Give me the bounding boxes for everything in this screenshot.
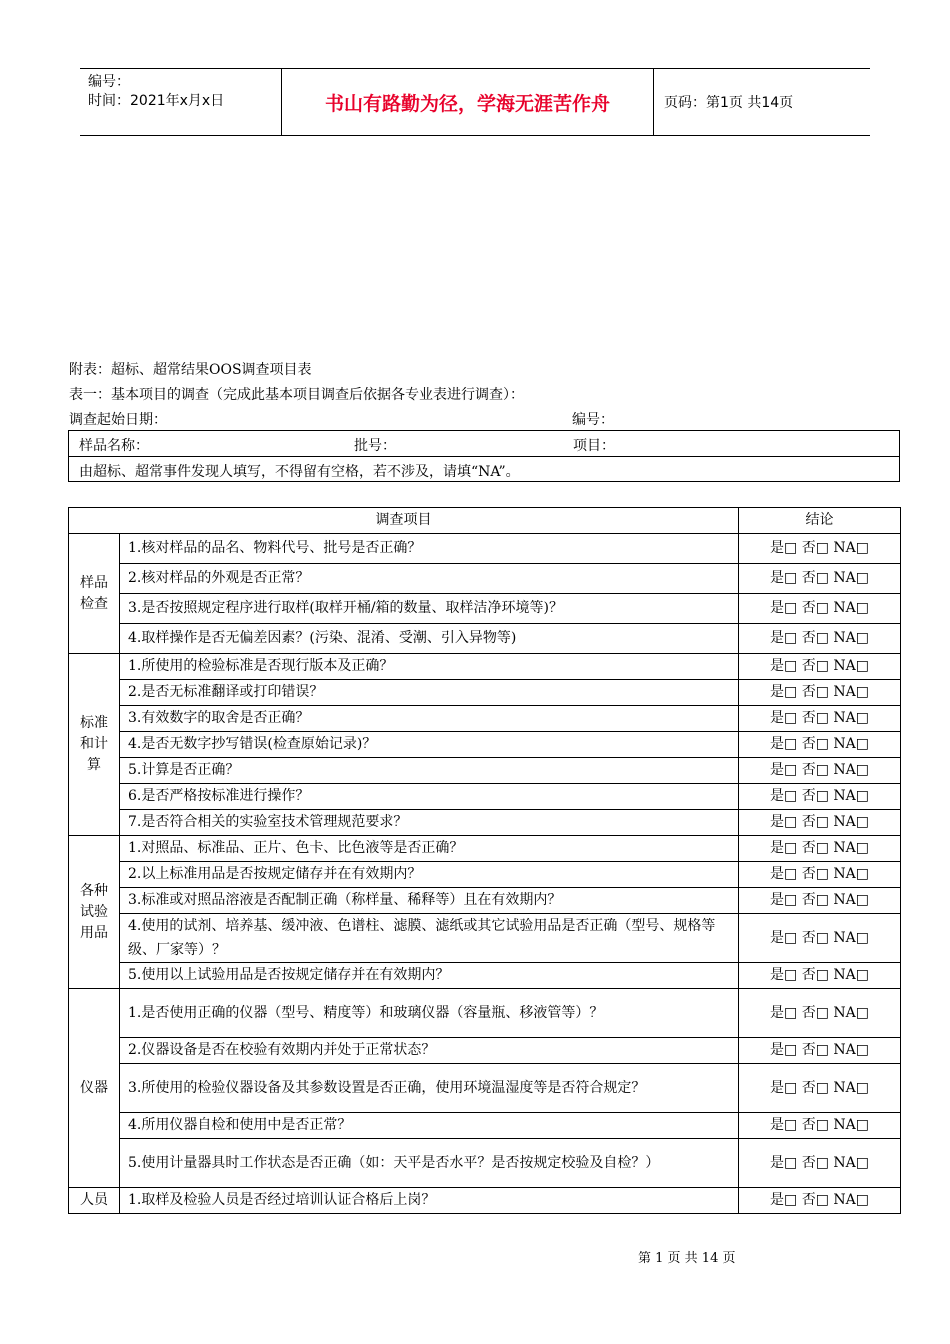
answer-checkboxes[interactable]: 是□ 否□ NA□	[739, 914, 901, 963]
table-row	[69, 624, 901, 654]
document-header	[80, 68, 870, 136]
check-item: 1.所使用的检验标准是否现行版本及正确？	[120, 654, 739, 680]
answer-checkboxes[interactable]: 是□ 否□ NA□	[739, 888, 901, 914]
table-row	[69, 836, 901, 862]
answer-checkboxes[interactable]: 是□ 否□ NA□	[739, 758, 901, 784]
answer-checkboxes[interactable]: 是□ 否□ NA□	[739, 624, 901, 654]
table-row	[69, 862, 901, 888]
check-item: 4.所用仪器自检和使用中是否正常？	[120, 1113, 739, 1139]
table-row	[69, 758, 901, 784]
check-item: 2.核对样品的外观是否正常？	[120, 564, 739, 594]
sample-info-row	[69, 431, 899, 457]
check-item: 3.有效数字的取舍是否正确？	[120, 706, 739, 732]
check-item: 3.所使用的检验仪器设备及其参数设置是否正确，使用环境温湿度等是否符合规定？	[120, 1064, 739, 1113]
answer-checkboxes[interactable]: 是□ 否□ NA□	[739, 1113, 901, 1139]
answer-checkboxes[interactable]: 是□ 否□ NA□	[739, 654, 901, 680]
check-item: 1.对照品、标准品、正片、色卡、比色液等是否正确？	[120, 836, 739, 862]
check-item: 3.标准或对照品溶液是否配制正确（称样量、稀释等）且在有效期内？	[120, 888, 739, 914]
page-footer: 第 1 页 共 14 页	[638, 1251, 736, 1266]
header-meta	[80, 69, 282, 135]
table-row	[69, 914, 901, 963]
table-row	[69, 732, 901, 758]
check-item: 7.是否符合相关的实验室技术管理规范要求？	[120, 810, 739, 836]
check-item: 6.是否严格按标准进行操作？	[120, 784, 739, 810]
answer-checkboxes[interactable]: 是□ 否□ NA□	[739, 1139, 901, 1188]
answer-checkboxes[interactable]: 是□ 否□ NA□	[739, 810, 901, 836]
category-instruments: 仪器	[69, 989, 120, 1188]
check-item: 5.使用以上试验用品是否按规定储存并在有效期内？	[120, 963, 739, 989]
answer-checkboxes[interactable]: 是□ 否□ NA□	[739, 862, 901, 888]
check-item: 1.核对样品的品名、物料代号、批号是否正确？	[120, 534, 739, 564]
column-header-conclusion: 结论	[739, 508, 901, 534]
fill-note: 由超标、超常事件发现人填写，不得留有空格，若不涉及，请填“NA”。	[79, 464, 520, 480]
answer-checkboxes[interactable]: 是□ 否□ NA□	[739, 564, 901, 594]
check-item: 4.是否无数字抄写错误(检查原始记录)？	[120, 732, 739, 758]
answer-checkboxes[interactable]: 是□ 否□ NA□	[739, 706, 901, 732]
check-item: 2.仪器设备是否在校验有效期内并处于正常状态？	[120, 1038, 739, 1064]
table-header-row	[69, 508, 901, 534]
table-row	[69, 1064, 901, 1113]
check-item: 5.使用计量器具时工作状态是否正确（如：天平是否水平？是否按规定校验及自检？）	[120, 1139, 739, 1188]
table-row	[69, 594, 901, 624]
table-row	[69, 989, 901, 1038]
item-label: 项目：	[573, 438, 615, 454]
check-item: 5.计算是否正确？	[120, 758, 739, 784]
answer-checkboxes[interactable]: 是□ 否□ NA□	[739, 963, 901, 989]
table-row	[69, 1113, 901, 1139]
answer-checkboxes[interactable]: 是□ 否□ NA□	[739, 1064, 901, 1113]
answer-checkboxes[interactable]: 是□ 否□ NA□	[739, 1188, 901, 1214]
time-label: 时间：2021年x月x日	[88, 93, 225, 109]
check-item: 2.是否无标准翻译或打印错误？	[120, 680, 739, 706]
answer-checkboxes[interactable]: 是□ 否□ NA□	[739, 594, 901, 624]
category-personnel: 人员	[69, 1188, 120, 1214]
table-row	[69, 534, 901, 564]
check-item: 4.使用的试剂、培养基、缓冲液、色谱柱、滤膜、滤纸或其它试验用品是否正确（型号、规格等级、厂家等）？	[120, 914, 739, 963]
answer-checkboxes[interactable]: 是□ 否□ NA□	[739, 732, 901, 758]
table-row	[69, 680, 901, 706]
check-item: 1.是否使用正确的仪器（型号、精度等）和玻璃仪器（容量瓶、移液管等）？	[120, 989, 739, 1038]
answer-checkboxes[interactable]: 是□ 否□ NA□	[739, 784, 901, 810]
category-sample-check: 样品检查	[69, 534, 120, 654]
table-row	[69, 1188, 901, 1214]
table-row	[69, 1038, 901, 1064]
check-item: 4.取样操作是否无偏差因素？(污染、混淆、受潮、引入异物等)	[120, 624, 739, 654]
category-standards-calc: 标准和计算	[69, 654, 120, 836]
answer-checkboxes[interactable]: 是□ 否□ NA□	[739, 989, 901, 1038]
check-item: 1.取样及检验人员是否经过培训认证合格后上岗？	[120, 1188, 739, 1214]
table-row	[69, 810, 901, 836]
appendix-title: 附表：超标、超常结果OOS调查项目表	[69, 362, 312, 378]
answer-checkboxes[interactable]: 是□ 否□ NA□	[739, 1038, 901, 1064]
table-row	[69, 654, 901, 680]
answer-checkboxes[interactable]: 是□ 否□ NA□	[739, 680, 901, 706]
column-header-item: 调查项目	[69, 508, 739, 534]
start-date-label: 调查起始日期：	[69, 412, 167, 428]
table-row	[69, 784, 901, 810]
number-label: 编号：	[572, 412, 614, 428]
investigation-table	[68, 507, 901, 1214]
answer-checkboxes[interactable]: 是□ 否□ NA□	[739, 534, 901, 564]
answer-checkboxes[interactable]: 是□ 否□ NA□	[739, 836, 901, 862]
motto-text: 书山有路勤为径，学海无涯苦作舟	[282, 69, 654, 135]
page-label: 页码：第1页 共14页	[664, 95, 794, 111]
fill-note-row	[69, 457, 899, 482]
table-row	[69, 1139, 901, 1188]
batch-no-label: 批号：	[354, 438, 396, 454]
table-row	[69, 706, 901, 732]
category-test-supplies: 各种试验用品	[69, 836, 120, 989]
table-row	[69, 888, 901, 914]
table1-title: 表一：基本项目的调查（完成此基本项目调查后依据各专业表进行调查）：	[69, 387, 524, 403]
sample-name-label: 样品名称：	[79, 438, 149, 454]
table-row	[69, 963, 901, 989]
code-label: 编号：	[88, 74, 130, 90]
sample-info-box	[68, 430, 900, 482]
check-item: 3.是否按照规定程序进行取样(取样开桶/箱的数量、取样洁净环境等)？	[120, 594, 739, 624]
check-item: 2.以上标准用品是否按规定储存并在有效期内？	[120, 862, 739, 888]
table-row	[69, 564, 901, 594]
